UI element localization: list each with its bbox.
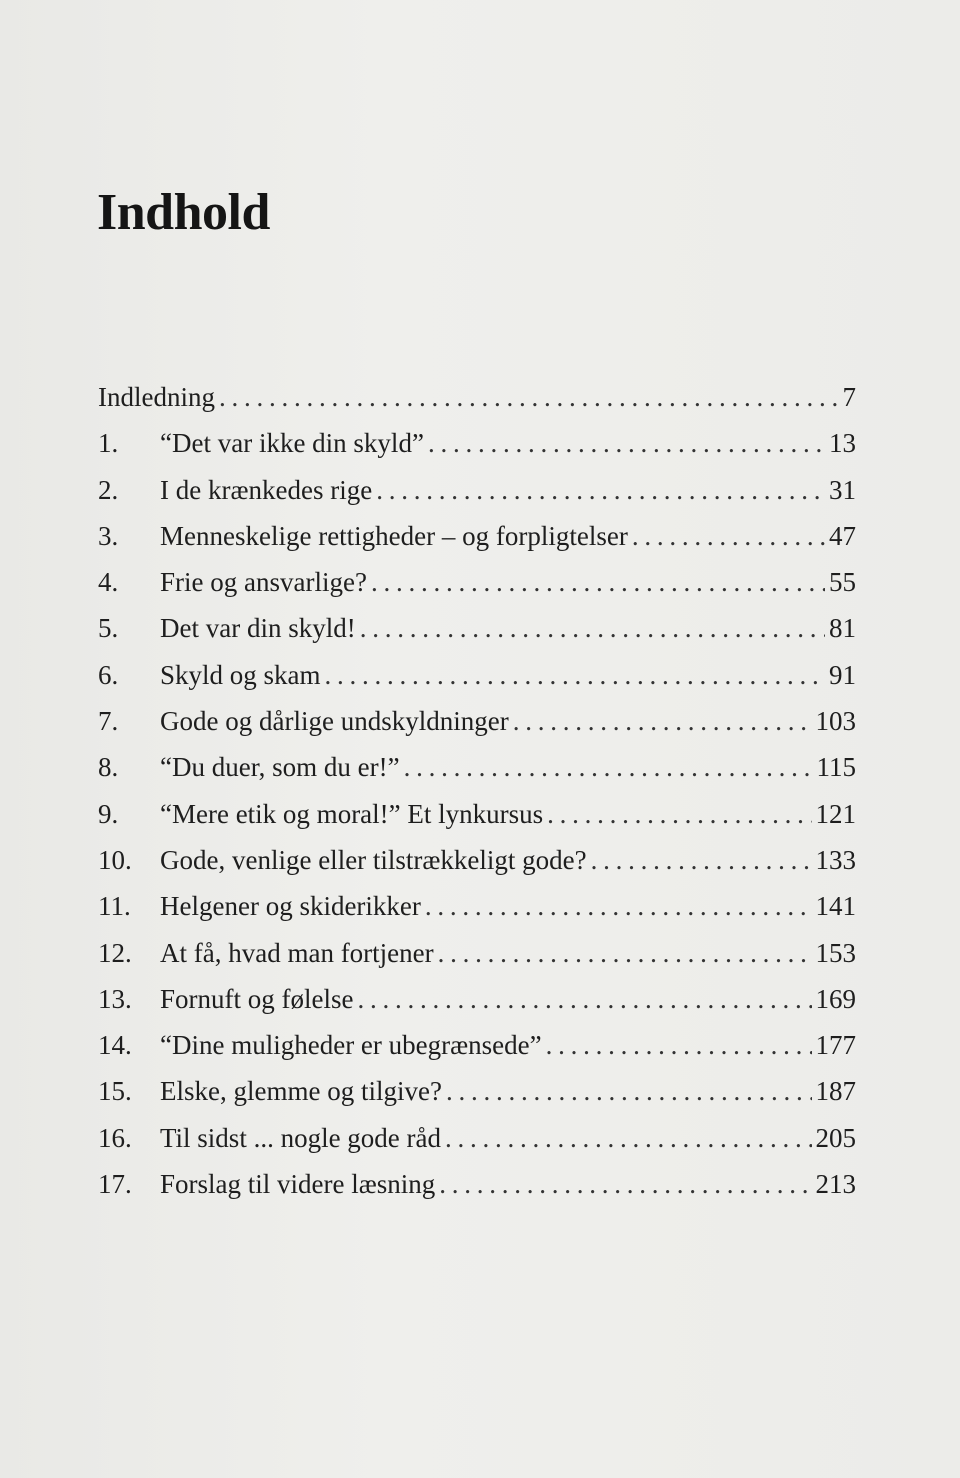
- page-number: 177: [815, 1030, 856, 1061]
- chapter-number: 14.: [98, 1030, 132, 1061]
- chapter-title: Indledning: [98, 382, 215, 412]
- page-number: 7: [842, 382, 856, 412]
- toc-entry: [98, 1123, 856, 1169]
- toc-entry: [98, 521, 856, 567]
- toc-entry: [98, 706, 856, 752]
- page-number: 115: [816, 752, 856, 783]
- dot-leader: [438, 938, 812, 969]
- chapter-title: Det var din skyld!: [160, 613, 356, 644]
- chapter-number: 8.: [98, 752, 119, 783]
- dot-leader: [632, 521, 825, 552]
- chapter-number: 11.: [98, 891, 131, 922]
- chapter-title: Helgener og skiderikker: [160, 891, 421, 922]
- toc-entry: [98, 1169, 856, 1215]
- page-number: 55: [829, 567, 856, 598]
- dot-leader: [360, 613, 825, 644]
- dot-leader: [357, 984, 811, 1015]
- toc-entry: [98, 428, 856, 474]
- chapter-number: 17.: [98, 1169, 132, 1200]
- dot-leader: [439, 1169, 811, 1200]
- dot-leader: [445, 1123, 811, 1154]
- chapter-title: Fornuft og følelse: [160, 983, 354, 1014]
- toc-entry: [98, 475, 856, 521]
- chapter-number: 1.: [98, 428, 119, 459]
- chapter-title: Frie og ansvarlige?: [160, 567, 367, 598]
- chapter-title: “Du duer, som du er!”: [160, 752, 400, 783]
- toc-entry: [98, 1030, 856, 1076]
- dot-leader: [591, 845, 812, 876]
- chapter-title: Menneskelige rettigheder – og forpligtelser: [160, 520, 628, 551]
- page-number: 187: [815, 1076, 856, 1107]
- toc-entry: [98, 613, 856, 659]
- chapter-number: 3.: [98, 520, 119, 551]
- toc-entry: [98, 799, 856, 845]
- toc-entry: [98, 382, 856, 428]
- page-number: 91: [829, 659, 856, 690]
- chapter-number: 15.: [98, 1076, 132, 1107]
- dot-leader: [546, 1030, 812, 1061]
- toc-entry: [98, 660, 856, 706]
- chapter-title: “Mere etik og moral!” Et lynkursus: [160, 798, 544, 829]
- chapter-title: Forslag til videre læsning: [160, 1169, 436, 1200]
- chapter-title: Skyld og skam: [160, 659, 321, 690]
- dot-leader: [446, 1076, 812, 1107]
- dot-leader: [428, 428, 825, 459]
- chapter-number: 12.: [98, 937, 132, 968]
- chapter-number: 5.: [98, 613, 119, 644]
- chapter-number: 6.: [98, 659, 119, 690]
- chapter-number: 9.: [98, 798, 119, 829]
- page-number: 31: [829, 474, 856, 505]
- page-number: 213: [815, 1169, 856, 1200]
- chapter-title: Til sidst ... nogle gode råd: [160, 1122, 442, 1153]
- page-number: 153: [815, 937, 856, 968]
- chapter-number: 4.: [98, 567, 119, 598]
- dot-leader: [325, 660, 825, 691]
- toc-entry: [98, 891, 856, 937]
- dot-leader: [513, 706, 812, 737]
- chapter-number: 7.: [98, 706, 119, 737]
- toc-entry: [98, 752, 856, 798]
- page-number: 13: [829, 428, 856, 459]
- dot-leader: [219, 382, 839, 413]
- dot-leader: [371, 567, 825, 598]
- chapter-number: 16.: [98, 1122, 132, 1153]
- toc-entry: [98, 845, 856, 891]
- chapter-number: 2.: [98, 474, 119, 505]
- page-number: 169: [815, 983, 856, 1014]
- dot-leader: [425, 891, 812, 922]
- toc-entry: [98, 567, 856, 613]
- chapter-title: Gode, venlige eller tilstrækkeligt gode?: [160, 844, 587, 875]
- chapter-title: “Det var ikke din skyld”: [160, 428, 424, 459]
- page-number: 133: [815, 844, 856, 875]
- toc-entry: [98, 984, 856, 1030]
- chapter-number: 10.: [98, 844, 132, 875]
- chapter-title: “Dine muligheder er ubegrænsede”: [160, 1030, 542, 1061]
- chapter-title: I de krænkedes rige: [160, 474, 373, 505]
- chapter-title: Elske, glemme og tilgive?: [160, 1076, 442, 1107]
- page-title: Indhold: [97, 184, 270, 241]
- toc-entry: [98, 938, 856, 984]
- page-number: 121: [815, 798, 856, 829]
- chapter-number: 13.: [98, 983, 132, 1014]
- table-of-contents: [98, 382, 856, 1215]
- dot-leader: [547, 799, 811, 830]
- chapter-title: Gode og dårlige undskyldninger: [160, 706, 509, 737]
- page-number: 103: [815, 706, 856, 737]
- chapter-title: At få, hvad man fortjener: [160, 937, 434, 968]
- dot-leader: [376, 475, 825, 506]
- page-number: 205: [815, 1122, 856, 1153]
- page-number: 47: [829, 520, 856, 551]
- toc-entry: [98, 1076, 856, 1122]
- dot-leader: [404, 752, 813, 783]
- page-number: 81: [829, 613, 856, 644]
- page-number: 141: [815, 891, 856, 922]
